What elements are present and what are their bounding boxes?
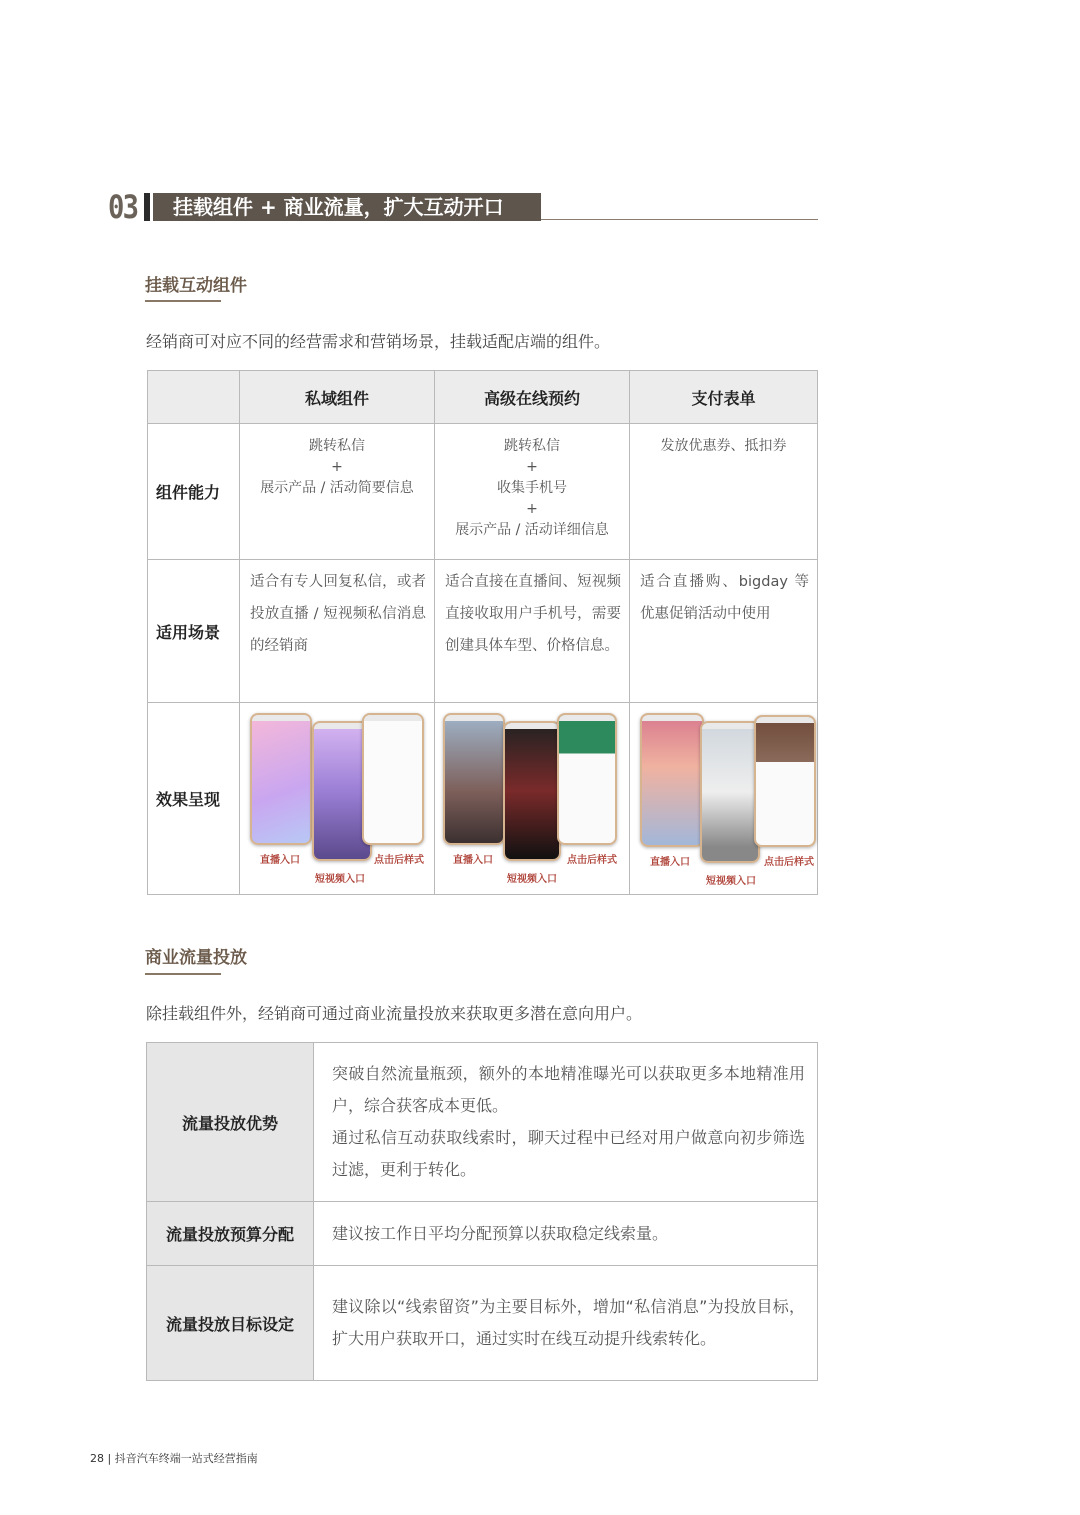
page-number: 28 bbox=[90, 1452, 104, 1465]
phone-screenshot bbox=[754, 715, 816, 847]
phone-screenshot bbox=[362, 713, 424, 845]
row-label: 适用场景 bbox=[148, 560, 240, 703]
table-row bbox=[147, 1202, 818, 1266]
table-row bbox=[147, 1266, 818, 1381]
table-cell: 适合直接在直播间、短视频直接收取用户手机号，需要创建具体车型、价格信息。 bbox=[435, 560, 630, 703]
section-underline bbox=[541, 219, 818, 220]
phone-screenshot bbox=[250, 713, 312, 845]
subheading-underline bbox=[145, 300, 221, 302]
table-row bbox=[148, 560, 818, 703]
table-cell: 建议按工作日平均分配预算以获取稳定线索量。 bbox=[314, 1202, 818, 1266]
table-corner bbox=[148, 371, 240, 424]
phone-screenshot bbox=[443, 713, 505, 845]
label-after-click: 点击后样式 bbox=[764, 857, 814, 868]
label-after-click: 点击后样式 bbox=[567, 855, 617, 866]
phone-screenshot bbox=[700, 721, 760, 863]
effect-cell bbox=[630, 703, 818, 895]
section-bar bbox=[144, 193, 150, 221]
components-table bbox=[147, 370, 818, 895]
table-cell: 建议除以“线索留资”为主要目标外，增加“私信消息”为投放目标，扩大用户获取开口，通过实时在线互动提升线索转化。 bbox=[314, 1266, 818, 1381]
table-cell: 适合直播购、bigday 等优惠促销活动中使用 bbox=[630, 560, 818, 703]
table-row bbox=[148, 424, 818, 560]
label-live: 直播入口 bbox=[650, 857, 690, 868]
screenshots-booking bbox=[435, 703, 629, 893]
effect-cell bbox=[435, 703, 630, 895]
row-label: 流量投放预算分配 bbox=[147, 1202, 314, 1266]
table-cell: 适合有专人回复私信，或者投放直播 / 短视频私信消息的经销商 bbox=[240, 560, 435, 703]
row-label: 组件能力 bbox=[148, 424, 240, 560]
page-footer bbox=[90, 1450, 258, 1466]
phone-screenshot bbox=[557, 713, 617, 845]
table-cell: 突破自然流量瓶颈，额外的本地精准曝光可以获取更多本地精准用户，综合获客成本更低。 通过私信互动获取线索时，聊天过程中已经对用户做意向初步筛选过滤，更利于转化。 bbox=[314, 1043, 818, 1202]
subheading-traffic: 商业流量投放 bbox=[145, 948, 247, 968]
row-label: 流量投放目标设定 bbox=[147, 1266, 314, 1381]
row-label: 流量投放优势 bbox=[147, 1043, 314, 1202]
column-header: 支付表单 bbox=[630, 371, 818, 424]
subheading-underline bbox=[145, 973, 221, 975]
phone-screenshot bbox=[640, 713, 704, 847]
label-short-video: 短视频入口 bbox=[507, 874, 557, 885]
traffic-table bbox=[146, 1042, 818, 1381]
footer-title: 抖音汽车终端一站式经营指南 bbox=[114, 1452, 258, 1465]
phone-screenshot bbox=[503, 721, 561, 861]
screenshots-payment bbox=[630, 703, 817, 893]
column-header: 私域组件 bbox=[240, 371, 435, 424]
effect-cell bbox=[240, 703, 435, 895]
subheading-components: 挂载互动组件 bbox=[145, 276, 247, 296]
label-short-video: 短视频入口 bbox=[315, 874, 365, 885]
lead-components: 经销商可对应不同的经营需求和营销场景，挂载适配店端的组件。 bbox=[146, 332, 611, 351]
table-cell: 发放优惠券、抵扣券 bbox=[630, 424, 818, 560]
section-header bbox=[108, 190, 818, 224]
table-row bbox=[147, 1043, 818, 1202]
lead-traffic: 除挂载组件外，经销商可通过商业流量投放来获取更多潜在意向用户。 bbox=[146, 1004, 643, 1023]
section-number: 03 bbox=[108, 188, 138, 226]
table-row bbox=[148, 703, 818, 895]
footer-separator: | bbox=[107, 1452, 115, 1465]
label-live: 直播入口 bbox=[260, 855, 300, 866]
label-live: 直播入口 bbox=[453, 855, 493, 866]
row-label: 效果呈现 bbox=[148, 703, 240, 895]
label-short-video: 短视频入口 bbox=[706, 876, 756, 887]
table-cell: 跳转私信 + 展示产品 / 活动简要信息 bbox=[240, 424, 435, 560]
column-header: 高级在线预约 bbox=[435, 371, 630, 424]
table-header-row bbox=[148, 371, 818, 424]
table-cell: 跳转私信 + 收集手机号 + 展示产品 / 活动详细信息 bbox=[435, 424, 630, 560]
section-title: 挂载组件 + 商业流量，扩大互动开口 bbox=[153, 193, 541, 221]
screenshots-private bbox=[240, 703, 434, 893]
label-after-click: 点击后样式 bbox=[374, 855, 424, 866]
